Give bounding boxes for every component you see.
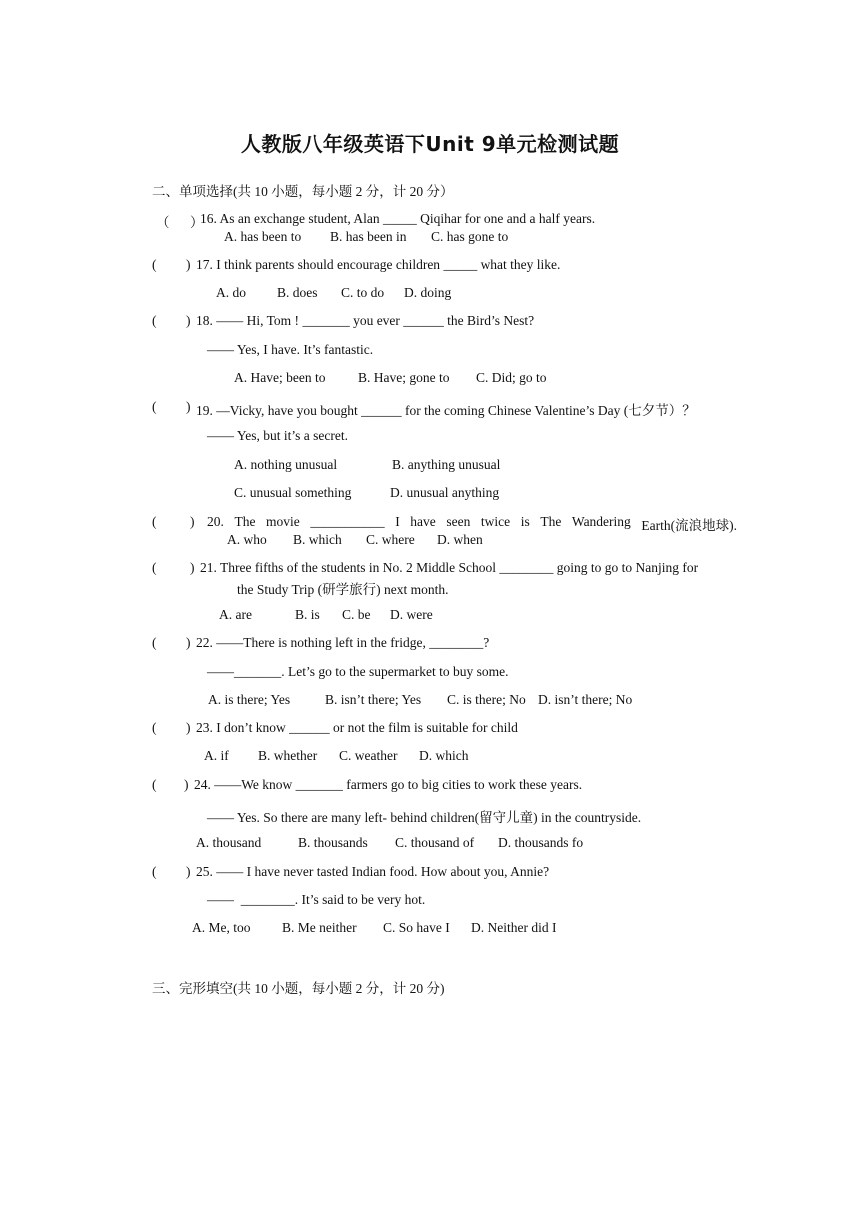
question-stem: 20. The movie ___________ I have seen twice is The Wandering Earth(流浪地球). <box>207 514 737 533</box>
option-d: D. thousands fo <box>498 835 584 850</box>
answer-paren-open[interactable]: ( <box>152 720 157 735</box>
option-a: A. is there; Yes <box>208 692 291 707</box>
option-c: C. Did; go to <box>476 370 547 385</box>
option-c: C. thousand of <box>395 835 475 850</box>
answer-blank: ________ <box>499 560 554 575</box>
option-b: B. is <box>295 607 320 622</box>
option-a: A. if <box>204 748 229 763</box>
option-d: D. when <box>437 532 483 547</box>
option-a: A. who <box>227 532 267 547</box>
option-c: C. So have I <box>383 920 450 935</box>
option-c: C. unusual something <box>234 485 352 500</box>
option-a: A. thousand <box>196 835 262 850</box>
option-d: D. unusual anything <box>390 485 500 500</box>
question-reply: ——_______. Let’s go to the supermarket to buy some. <box>207 664 509 679</box>
answer-blank: ________ <box>429 635 484 650</box>
option-a: A. Have; been to <box>234 370 326 385</box>
answer-paren-close: ) <box>186 399 191 414</box>
answer-paren-open[interactable]: ( <box>152 514 157 529</box>
option-c: C. weather <box>339 748 398 763</box>
question-stem-continued: the Study Trip (研学旅行) next month. <box>237 582 449 597</box>
question-stem: 23. I don’t know ______ or not the film is suitable for child <box>196 720 518 735</box>
answer-blank: ______ <box>289 720 330 735</box>
answer-paren-close: ) <box>186 864 191 879</box>
section-2-heading: 二、单项选择(共 10 小题，每小题 2 分，计 20 分） <box>152 184 454 199</box>
answer-paren-open[interactable]: ( <box>152 864 157 879</box>
option-a: A. do <box>216 285 246 300</box>
answer-blank: _____ <box>382 211 417 226</box>
option-d: D. isn’t there; No <box>538 692 633 707</box>
option-d: D. Neither did I <box>471 920 557 935</box>
section-3-heading: 三、完形填空(共 10 小题，每小题 2 分，计 20 分) <box>152 981 445 996</box>
option-b: B. isn’t there; Yes <box>325 692 422 707</box>
option-b: B. does <box>277 285 318 300</box>
question-reply: —— Yes, but it’s a secret. <box>207 428 348 443</box>
answer-blank: _____ <box>443 257 478 272</box>
answer-paren-open[interactable]: ( <box>152 635 157 650</box>
answer-blank: ________ <box>240 892 295 907</box>
answer-paren-close: ) <box>190 514 195 529</box>
option-a: A. are <box>219 607 252 622</box>
option-a: A. nothing unusual <box>234 457 338 472</box>
option-b: B. Have; gone to <box>358 370 450 385</box>
answer-paren-open[interactable]: ( <box>152 399 157 414</box>
question-stem: 25. —— I have never tasted Indian food. How about you, Annie? <box>196 864 550 879</box>
option-c: C. has gone to <box>431 229 509 244</box>
option-a: A. has been to <box>224 229 302 244</box>
answer-paren-open[interactable]: ( <box>152 313 157 328</box>
question-reply: —— ________. It’s said to be very hot. <box>207 892 426 907</box>
option-b: B. Me neither <box>282 920 357 935</box>
answer-paren-close: ） <box>190 215 204 230</box>
question-reply: —— Yes. So there are many left- behind children(留守儿童) in the countryside. <box>207 810 642 825</box>
answer-blank: ______ <box>361 403 402 418</box>
answer-paren-close: ) <box>186 313 191 328</box>
answer-blank: _______ <box>295 777 343 792</box>
question-stem: 17. I think parents should encourage children _____ what they like. <box>196 257 561 272</box>
question-stem: 22. ——There is nothing left in the fridge, ________? <box>196 635 490 650</box>
option-c: C. where <box>366 532 415 547</box>
option-b: B. anything unusual <box>392 457 501 472</box>
answer-paren-open[interactable]: ( <box>152 560 157 575</box>
question-stem: 18. —— Hi, Tom ! _______ you ever ______ the Bird’s Nest? <box>196 313 535 328</box>
answer-paren-open[interactable]: （ <box>156 215 170 230</box>
answer-paren-open[interactable]: ( <box>152 777 157 792</box>
answer-blank: _______ <box>234 664 282 679</box>
option-c: C. is there; No <box>447 692 526 707</box>
question-reply: —— Yes, I have. It’s fantastic. <box>207 342 374 357</box>
option-d: D. doing <box>404 285 452 300</box>
answer-paren-open[interactable]: ( <box>152 257 157 272</box>
answer-paren-close: ) <box>186 257 191 272</box>
question-stem: 19. —Vicky, have you bought ______ for the coming Chinese Valentine’s Day (七夕节）？ <box>196 403 696 418</box>
option-c: C. be <box>342 607 371 622</box>
option-d: D. which <box>419 748 469 763</box>
question-stem: 24. ——We know _______ farmers go to big cities to work these years. <box>194 777 583 792</box>
option-b: B. thousands <box>298 835 368 850</box>
question-stem: 21. Three fifths of the students in No. 2 Middle School ________ going to go to Nanjing for <box>200 560 699 575</box>
answer-blank-2: ______ <box>403 313 444 328</box>
option-b: B. whether <box>258 748 318 763</box>
page-title: 人教版八年级英语下Unit 9单元检测试题 <box>240 132 620 156</box>
answer-paren-close: ) <box>186 720 191 735</box>
option-c: C. to do <box>341 285 385 300</box>
answer-paren-close: ) <box>190 560 195 575</box>
answer-paren-close: ) <box>184 777 189 792</box>
option-d: D. were <box>390 607 433 622</box>
answer-blank: ___________ <box>310 514 385 529</box>
question-stem: 16. As an exchange student, Alan _____ Qiqihar for one and a half years. <box>200 211 596 226</box>
option-b: B. has been in <box>330 229 407 244</box>
answer-paren-close: ) <box>186 635 191 650</box>
option-b: B. which <box>293 532 342 547</box>
option-a: A. Me, too <box>192 920 251 935</box>
answer-blank: _______ <box>302 313 350 328</box>
